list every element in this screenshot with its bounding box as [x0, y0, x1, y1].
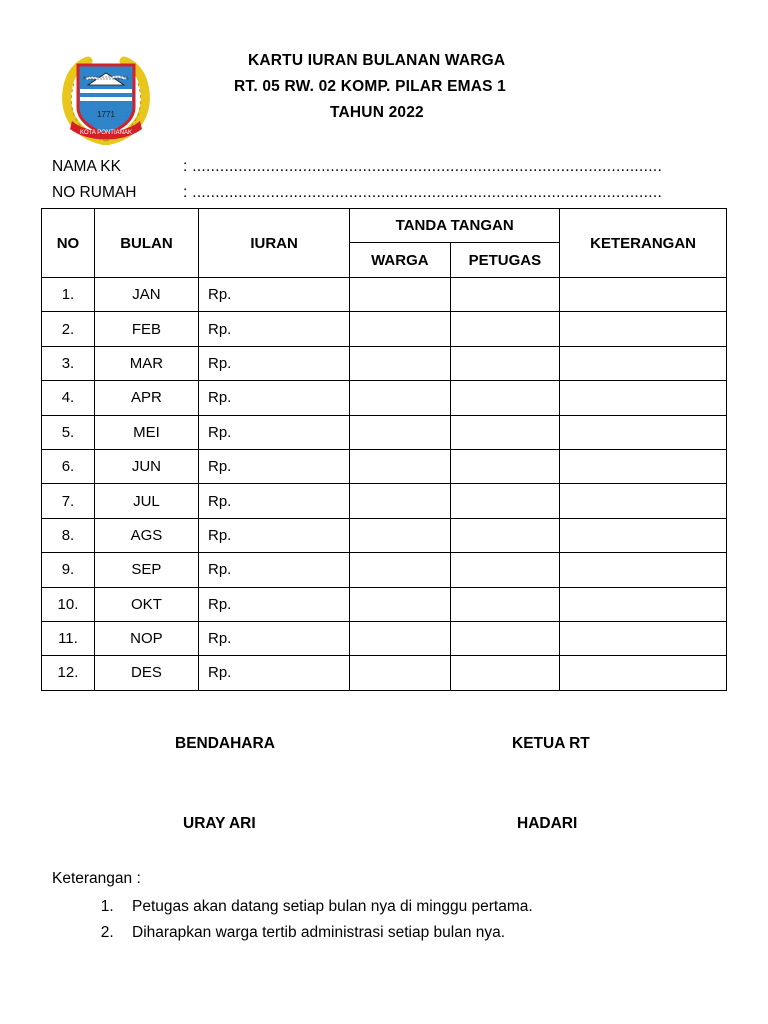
row-petugas-signature — [450, 449, 560, 483]
header-petugas: PETUGAS — [450, 243, 560, 278]
row-iuran: Rp. — [198, 415, 349, 449]
svg-text:1771: 1771 — [97, 110, 115, 119]
row-petugas-signature — [450, 484, 560, 518]
row-keterangan — [560, 381, 727, 415]
row-petugas-signature — [450, 278, 560, 312]
row-no: 7. — [42, 484, 95, 518]
row-no: 2. — [42, 312, 95, 346]
row-petugas-signature — [450, 587, 560, 621]
row-petugas-signature — [450, 381, 560, 415]
row-iuran: Rp. — [198, 346, 349, 380]
row-warga-signature — [350, 621, 450, 655]
row-keterangan — [560, 278, 727, 312]
row-warga-signature — [350, 656, 450, 690]
note-item: 2. Diharapkan warga tertib administrasi setiap bulan nya. — [118, 920, 533, 946]
row-warga-signature — [350, 381, 450, 415]
row-petugas-signature — [450, 415, 560, 449]
row-petugas-signature — [450, 656, 560, 690]
row-iuran: Rp. — [198, 449, 349, 483]
field-label: NO RUMAH — [52, 184, 137, 201]
table-row — [42, 346, 727, 380]
table-row — [42, 518, 727, 552]
table-row — [42, 449, 727, 483]
table-row — [42, 381, 727, 415]
row-keterangan — [560, 553, 727, 587]
table-row — [42, 656, 727, 690]
row-warga-signature — [350, 346, 450, 380]
row-bulan: OKT — [94, 587, 198, 621]
table-row — [42, 278, 727, 312]
row-petugas-signature — [450, 518, 560, 552]
row-bulan: MEI — [94, 415, 198, 449]
row-bulan: APR — [94, 381, 198, 415]
row-bulan: DES — [94, 656, 198, 690]
row-keterangan — [560, 312, 727, 346]
notes-section — [52, 868, 533, 946]
row-no: 10. — [42, 587, 95, 621]
row-bulan: NOP — [94, 621, 198, 655]
field-nama-kk — [52, 157, 662, 177]
row-petugas-signature — [450, 312, 560, 346]
row-keterangan — [560, 415, 727, 449]
row-petugas-signature — [450, 346, 560, 380]
row-no: 5. — [42, 415, 95, 449]
row-no: 1. — [42, 278, 95, 312]
row-warga-signature — [350, 278, 450, 312]
row-no: 4. — [42, 381, 95, 415]
row-no: 8. — [42, 518, 95, 552]
row-keterangan — [560, 484, 727, 518]
row-keterangan — [560, 621, 727, 655]
row-warga-signature — [350, 553, 450, 587]
field-label: NAMA KK — [52, 158, 121, 175]
title-line-1: KARTU IURAN BULANAN WARGA — [248, 52, 506, 69]
table-row — [42, 621, 727, 655]
row-iuran: Rp. — [198, 484, 349, 518]
bendahara-title: BENDAHARA — [175, 735, 275, 752]
row-iuran: Rp. — [198, 312, 349, 346]
field-blank: : ...................................................................................................... — [183, 184, 663, 201]
row-iuran: Rp. — [198, 518, 349, 552]
row-warga-signature — [350, 449, 450, 483]
title-line-3: TAHUN 2022 — [330, 104, 424, 121]
row-bulan: AGS — [94, 518, 198, 552]
row-keterangan — [560, 518, 727, 552]
row-iuran: Rp. — [198, 587, 349, 621]
ketua-rt-name: HADARI — [517, 815, 578, 832]
header-warga: WARGA — [350, 243, 450, 278]
header-keterangan: KETERANGAN — [560, 209, 727, 278]
bendahara-name: URAY ARI — [183, 815, 256, 832]
row-no: 12. — [42, 656, 95, 690]
row-iuran: Rp. — [198, 621, 349, 655]
notes-title: Keterangan : — [52, 870, 141, 887]
notes-list — [52, 894, 533, 946]
row-bulan: JUN — [94, 449, 198, 483]
table-row — [42, 312, 727, 346]
header-no: NO — [42, 209, 95, 278]
row-warga-signature — [350, 587, 450, 621]
table-row — [42, 415, 727, 449]
row-bulan: SEP — [94, 553, 198, 587]
ketua-rt-title: KETUA RT — [512, 735, 590, 752]
header-bulan: BULAN — [94, 209, 198, 278]
table-row — [42, 484, 727, 518]
header-iuran: IURAN — [198, 209, 349, 278]
row-bulan: JUL — [94, 484, 198, 518]
row-iuran: Rp. — [198, 278, 349, 312]
row-warga-signature — [350, 484, 450, 518]
row-no: 11. — [42, 621, 95, 655]
field-blank: : ...................................................................................................... — [183, 158, 663, 175]
row-bulan: MAR — [94, 346, 198, 380]
table-row — [42, 553, 727, 587]
row-iuran: Rp. — [198, 656, 349, 690]
row-bulan: FEB — [94, 312, 198, 346]
row-no: 6. — [42, 449, 95, 483]
row-no: 3. — [42, 346, 95, 380]
row-keterangan — [560, 656, 727, 690]
row-petugas-signature — [450, 553, 560, 587]
row-warga-signature — [350, 312, 450, 346]
svg-text:KOTA PONTIANAK: KOTA PONTIANAK — [80, 130, 132, 136]
row-keterangan — [560, 449, 727, 483]
row-bulan: JAN — [94, 278, 198, 312]
row-warga-signature — [350, 415, 450, 449]
row-keterangan — [560, 346, 727, 380]
row-warga-signature — [350, 518, 450, 552]
note-item: 1. Petugas akan datang setiap bulan nya di minggu pertama. — [118, 894, 533, 920]
row-keterangan — [560, 587, 727, 621]
row-iuran: Rp. — [198, 381, 349, 415]
row-iuran: Rp. — [198, 553, 349, 587]
dues-table — [41, 208, 727, 691]
field-no-rumah — [52, 183, 662, 203]
table-row — [42, 587, 727, 621]
kota-pontianak-emblem — [58, 55, 154, 145]
title-line-2: RT. 05 RW. 02 KOMP. PILAR EMAS 1 — [234, 78, 506, 95]
row-petugas-signature — [450, 621, 560, 655]
row-no: 9. — [42, 553, 95, 587]
header-tanda-tangan: TANDA TANGAN — [350, 209, 560, 243]
